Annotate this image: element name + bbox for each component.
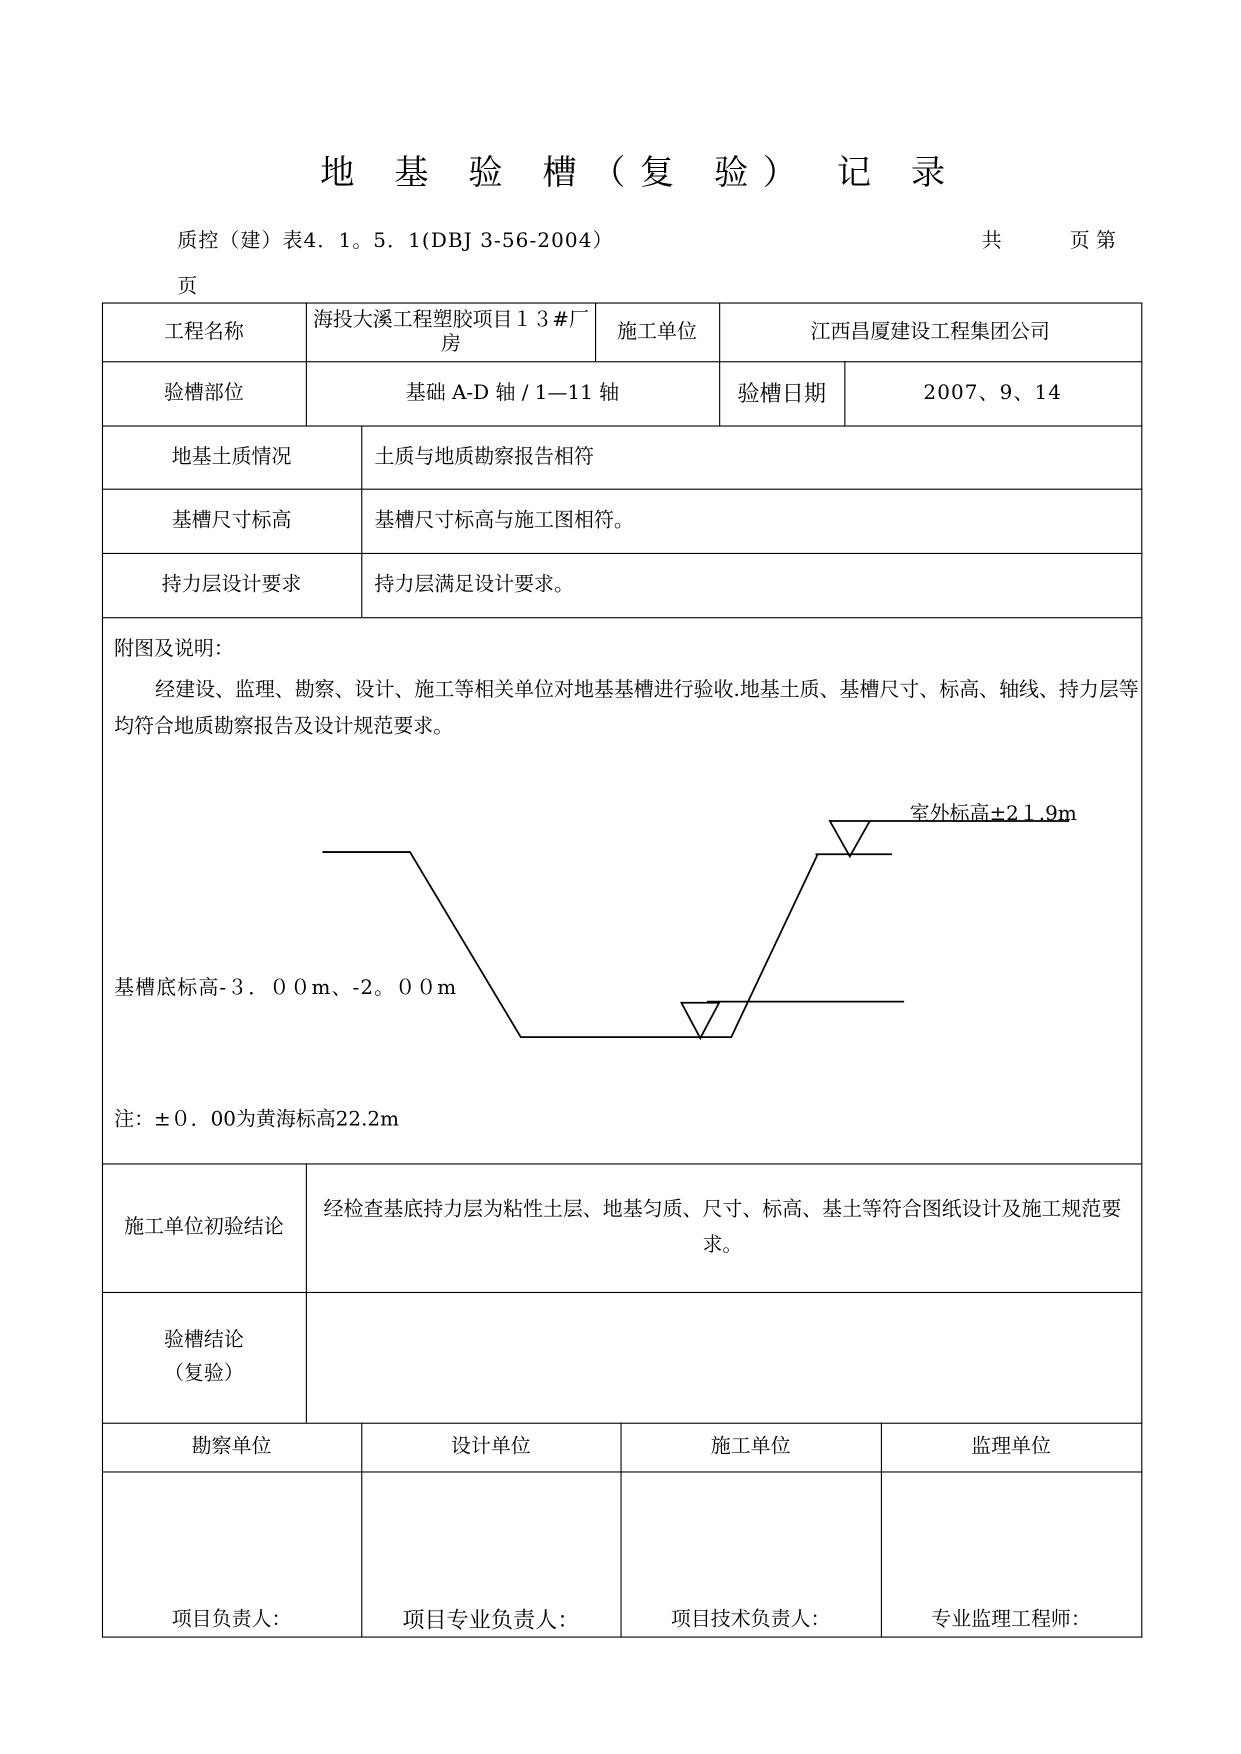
- attachment-text: 经建设、监理、勘察、设计、施工等相关单位对地基基槽进行验收.地基土质、基槽尺寸、标高、轴线、持力层等均符合地质勘察报告及设计规范要求。: [114, 678, 1139, 738]
- contractor-label: 施工单位: [617, 319, 697, 343]
- final-conclusion-value: [306, 1292, 1141, 1423]
- soil-label: 地基土质情况: [171, 444, 292, 469]
- contractor-value: 江西昌厦建设工程集团公司: [810, 319, 1050, 343]
- final-conclusion-label-line1: 验槽结论: [163, 1328, 244, 1352]
- signature-role-design: 项目专业负责人：: [402, 1606, 580, 1634]
- initial-conclusion-label: 施工单位初验结论: [124, 1215, 284, 1239]
- trench-outline: [322, 852, 817, 1037]
- bearing-label: 持力层设计要求: [161, 572, 302, 597]
- inspection-part-label: 验槽部位: [163, 381, 244, 405]
- inspection-date-label: 验槽日期: [737, 380, 827, 407]
- signature-unit-supervision: 监理单位: [971, 1434, 1051, 1459]
- project-name-label: 工程名称: [163, 319, 244, 343]
- bearing-value: 持力层满足设计要求。: [374, 572, 574, 597]
- signature-role-survey: 项目负责人：: [171, 1607, 292, 1631]
- total-label: 共: [981, 229, 1002, 253]
- bottom-elevation-label: 基槽底标高-３．００m、-2。００m: [114, 976, 458, 1000]
- outdoor-elevation-marker: [830, 821, 870, 856]
- signature-unit-survey: 勘察单位: [191, 1434, 272, 1459]
- inspection-part-value: 基础 A-D 轴 / 1—11 轴: [405, 381, 620, 405]
- bottom-elevation-marker: [681, 1003, 719, 1038]
- trench-value: 基槽尺寸标高与施工图相符。: [374, 508, 634, 532]
- attachment-label: 附图及说明：: [114, 637, 234, 661]
- page-label: 页 第: [1069, 229, 1116, 253]
- form-code: 质控（建）表4．1。5．1(DBJ 3-56-2004）: [177, 229, 614, 253]
- signature-unit-design: 设计单位: [450, 1434, 531, 1459]
- soil-value: 土质与地质勘察报告相符: [374, 444, 594, 469]
- final-conclusion-label: [102, 1292, 306, 1423]
- project-name-value: 海投大溪工程塑胶项目１３#厂房: [312, 307, 589, 356]
- page-suffix: 页: [177, 274, 198, 299]
- signature-role-construction: 项目技术负责人：: [670, 1607, 831, 1631]
- outdoor-elevation-label: 室外标高±2１.9m: [909, 802, 1077, 826]
- datum-note: 注：±０．00为黄海标高22.2m: [114, 1108, 400, 1132]
- inspection-date-value: 2007、9、14: [923, 381, 1063, 405]
- signature-role-supervision: 专业监理工程师：: [931, 1607, 1091, 1631]
- final-conclusion-label-line2: （复验）: [163, 1361, 244, 1385]
- page-title: 地 基 验 槽（复 验） 记 录: [320, 152, 960, 193]
- trench-label: 基槽尺寸标高: [171, 508, 292, 532]
- initial-conclusion-value: 经检查基底持力层为粘性土层、地基匀质、尺寸、标高、基土等符合图纸设计及施工规范要求。: [323, 1197, 1122, 1257]
- signature-unit-construction: 施工单位: [710, 1434, 791, 1459]
